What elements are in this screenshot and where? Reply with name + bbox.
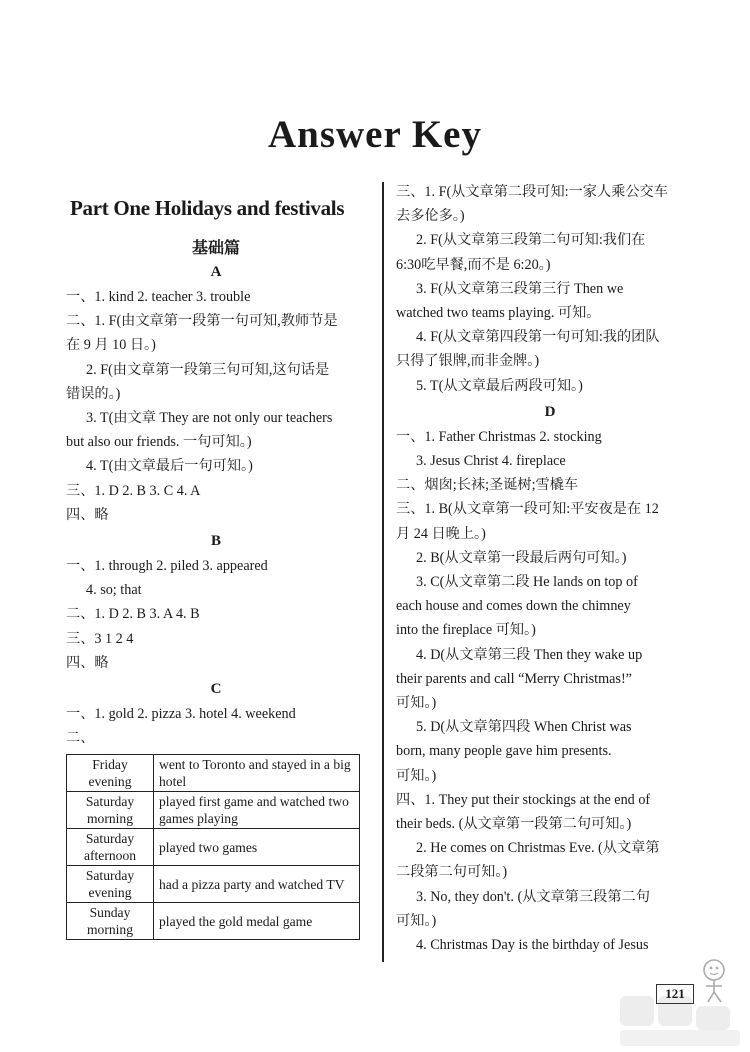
answer-line: 可知。) (396, 912, 437, 929)
answer-line: each house and comes down the chimney (396, 598, 631, 615)
answer-line: 只得了银牌,而非金牌。) (396, 353, 540, 370)
answer-line: 可知。) (396, 695, 437, 712)
answer-line: 四、略 (66, 654, 109, 671)
table-cell-activity: played first game and watched two games playing (154, 792, 360, 829)
answer-line: 二、烟囱;长袜;圣诞树;雪橇车 (396, 477, 579, 494)
answer-line: 4. D(从文章第三段 Then they wake up (416, 646, 643, 663)
answer-line: 三、3 1 2 4 (66, 630, 134, 647)
table-cell-activity: played the gold medal game (154, 903, 360, 940)
answer-line: 3. No, they don't. (从文章第三段第二句 (416, 888, 650, 905)
answer-line: 二、1. F(由文章第一段第一句可知,教师节是 (66, 313, 338, 330)
table-cell-day: Saturday morning (67, 792, 154, 829)
table-row (67, 829, 360, 866)
answer-line: their beds. (从文章第一段第二句可知。) (396, 816, 632, 833)
answer-line: 5. T(从文章最后两段可知。) (416, 377, 583, 394)
page-title: Answer Key (267, 113, 482, 156)
section-c-continued-lines (396, 180, 704, 398)
answer-line: 3. Jesus Christ 4. fireplace (416, 453, 566, 470)
section-heading-b: B (210, 533, 221, 550)
section-c-lines (66, 702, 366, 750)
column-divider (382, 182, 384, 962)
table-cell-day: Saturday afternoon (67, 829, 154, 866)
answer-line: 一、1. Father Christmas 2. stocking (396, 428, 602, 445)
table-cell-activity: went to Toronto and stayed in a big hotel (154, 755, 360, 792)
answer-line: 四、略 (66, 506, 109, 523)
answer-line: their parents and call “Merry Christmas!” (396, 670, 632, 687)
answer-line: 一、1. through 2. piled 3. appeared (66, 558, 268, 575)
section-heading-a: A (210, 264, 222, 280)
table-row (67, 866, 360, 903)
answer-line: 4. F(从文章第四段第一句可知:我的团队 (416, 329, 660, 346)
answer-line: 2. B(从文章第一段最后两句可知。) (416, 549, 627, 566)
answer-line: 三、1. D 2. B 3. C 4. A (66, 482, 201, 499)
table-cell-activity: had a pizza party and watched TV (154, 866, 360, 903)
table-cell-day: Sunday morning (67, 903, 154, 940)
section-b-lines (66, 554, 366, 675)
answer-line: watched two teams playing. 可知。 (396, 305, 601, 322)
answer-line: 3. T(由文章 They are not only our teachers (86, 410, 333, 427)
table-row (67, 792, 360, 829)
answer-line: 错误的。) (66, 385, 121, 402)
answer-line: 可知。) (396, 767, 437, 784)
right-column (396, 180, 704, 957)
answer-line: 2. He comes on Christmas Eve. (从文章第 (416, 840, 660, 857)
answer-line: 二、1. D 2. B 3. A 4. B (66, 606, 200, 623)
answer-line: 二、 (66, 730, 95, 747)
answer-line: 三、1. B(从文章第一段可知:平安夜是在 12 (396, 501, 659, 518)
answer-line: 4. T(由文章最后一句可知。) (86, 458, 253, 475)
answer-line: 2. F(从文章第三段第二句可知:我们在 (416, 232, 646, 249)
table-cell-activity: played two games (154, 829, 360, 866)
answer-line: 月 24 日晚上。) (396, 525, 486, 542)
schedule-table (66, 754, 360, 940)
section-d-lines (396, 425, 704, 957)
section-heading-d: D (544, 403, 556, 420)
answer-line: but also our friends. 一句可知。) (66, 434, 252, 451)
answer-line: 5. D(从文章第四段 When Christ was (416, 719, 632, 736)
answer-line: born, many people gave him presents. (396, 743, 612, 760)
answer-line: 四、1. They put their stockings at the end of (396, 791, 651, 808)
page-number: 121 (656, 984, 694, 1004)
answer-line: 三、1. F(从文章第二段可知:一家人乘公交车 (396, 184, 668, 200)
answer-line: 在 9 月 10 日。) (66, 337, 156, 354)
section-heading-c: C (210, 681, 222, 698)
answer-line: 3. F(从文章第三段第三行 Then we (416, 280, 624, 297)
answer-line: 4. so; that (86, 582, 142, 599)
part-title: Part One Holidays and festivals (70, 196, 345, 220)
answer-line: 6:30吃早餐,而不是 6:20。) (396, 256, 551, 273)
answer-line: 二段第二句可知。) (396, 864, 508, 881)
answer-line: 2. F(由文章第一段第三句可知,这句话是 (86, 361, 330, 378)
answer-line: 去多伦多。) (396, 208, 465, 225)
table-row (67, 755, 360, 792)
section-subtitle: 基础篇 (191, 240, 240, 257)
table-cell-day: Saturday evening (67, 866, 154, 903)
section-a-lines (66, 285, 366, 527)
answer-line: 3. C(从文章第二段 He lands on top of (416, 574, 638, 591)
table-row (67, 903, 360, 940)
answer-line: 一、1. kind 2. teacher 3. trouble (66, 289, 251, 305)
answer-line: 一、1. gold 2. pizza 3. hotel 4. weekend (66, 706, 296, 723)
answer-line: 4. Christmas Day is the birthday of Jesus (416, 937, 649, 954)
answer-line: into the fireplace 可知。) (396, 622, 536, 639)
left-column (66, 180, 366, 940)
table-cell-day: Friday evening (67, 755, 154, 792)
